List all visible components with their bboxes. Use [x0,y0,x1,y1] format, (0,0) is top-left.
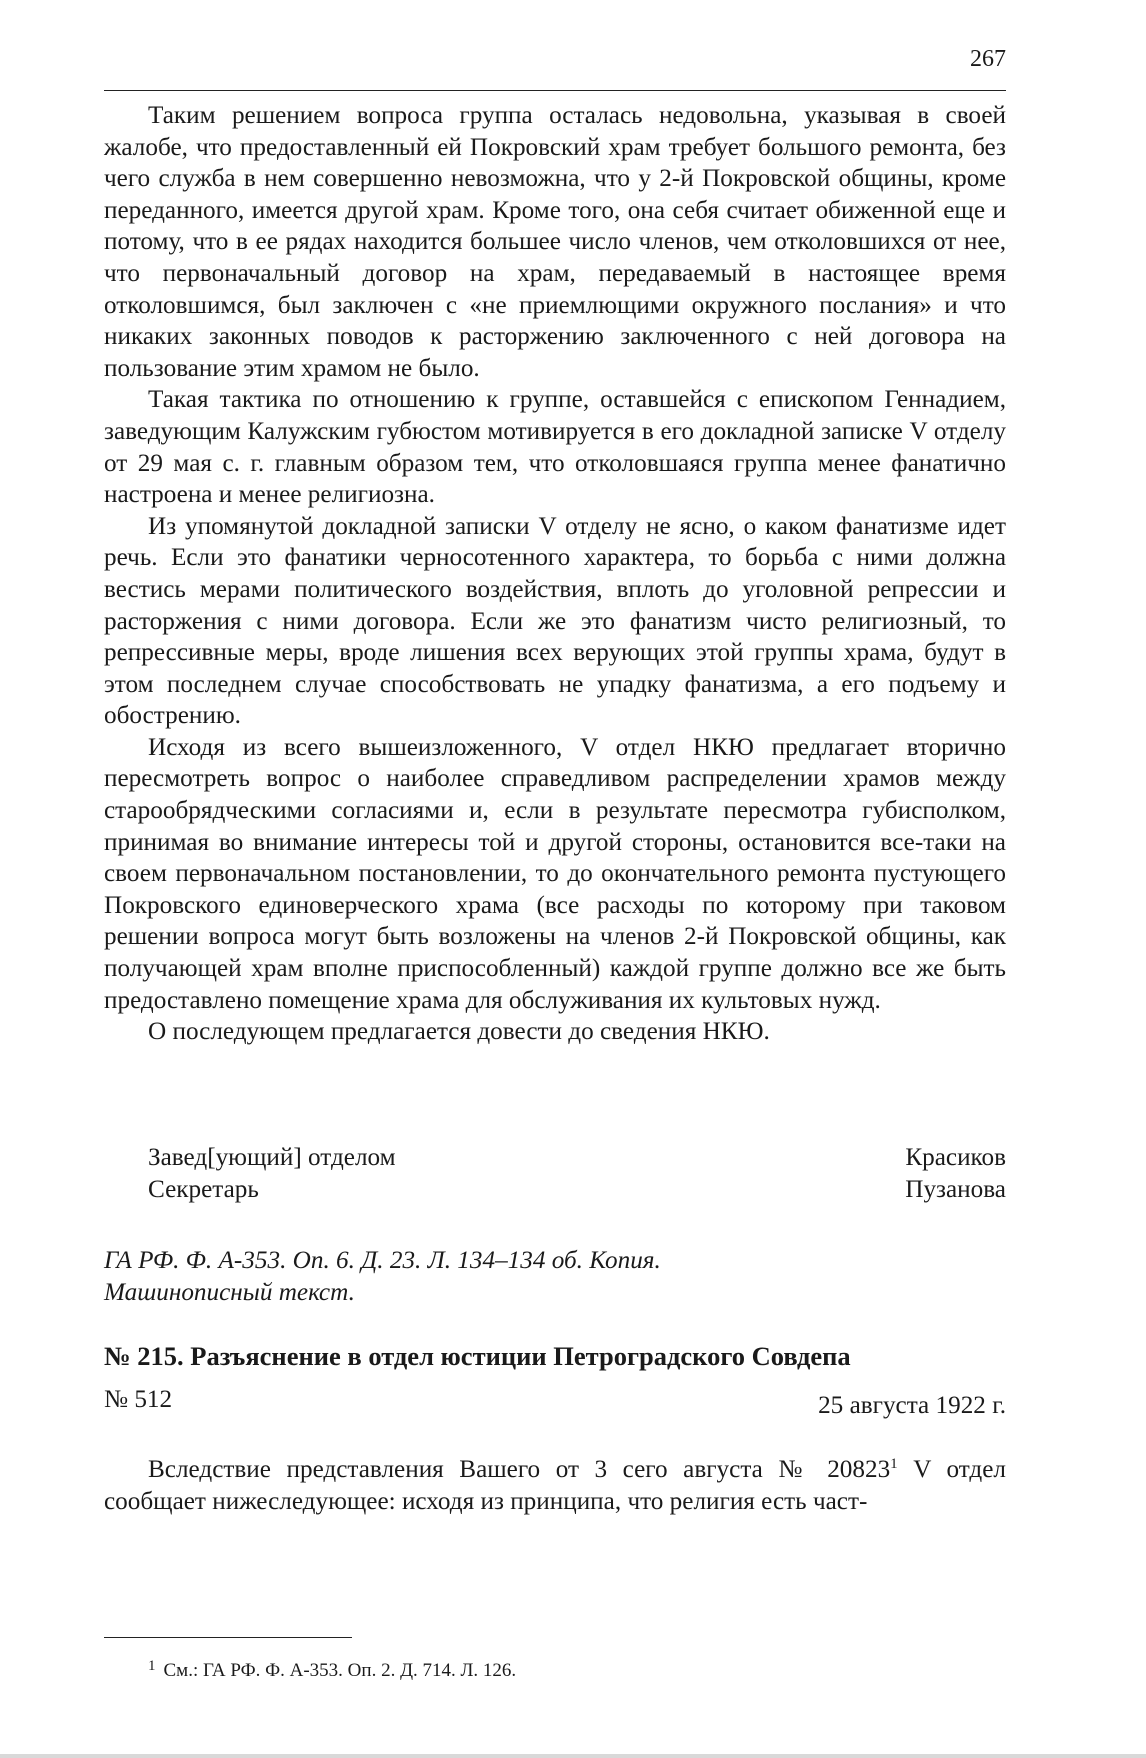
footnote-rule [104,1637,352,1638]
document-text-end: V отдел сообщает нижеследующее: исходя из принципа, что религия есть част- [104,1456,1006,1515]
document-number: № 512 [104,1386,173,1413]
page-number: 267 [970,46,1006,72]
paragraph-1: Таким решением вопроса группа осталась недовольна, указывая в своей жалобе, что предоставленный ей Покровский храм требует большого ремонта, без чего служба в нем совершенно невозможна, что у 2-й Покровской общины, кроме переданного, имеется другой храм. Кроме того, она себя считает обиженной еще и потому, что в ее рядах находится большее число членов, чем отколовшихся от нее, что первоначальный договор на храм, передаваемый в настоящее время отколовшимся, был заключен с «не приемлющими окружного послания» и что никаких законных поводов к расторжению заключенного с ней договора на пользование этим храмом не было. [104,102,1006,382]
signature-row [148,1142,1006,1174]
document-body [104,1454,1006,1517]
signature-name: Красиков [905,1144,1006,1171]
source-line-2: Машинописный текст. [104,1278,355,1306]
document-heading: № 215. Разъяснение в отдел юстиции Петроградского Совдепа [104,1341,851,1371]
signature-row [148,1174,1006,1206]
paragraph-5: О последующем предлагается довести до сведения НКЮ. [148,1018,770,1046]
footnote [148,1654,516,1683]
footnote-mark: 1 [148,1658,156,1674]
paragraph-4: Исходя из всего вышеизложенного, V отдел НКЮ предлагает вторично пересмотреть вопрос о наиболее справедливом распределении храмов между старообрядческими согласиями и, если в результате пересмотра губисполком, принимая во внимание интересы той и другой стороны, остановится все-таки на своем первоначальном постановлении, то до окончательного ремонта пустующего Покровского единоверческого храма (все расходы по которому при таковом решении вопроса могут быть возложены на членов 2-й Покровской общины, как получающей храм вполне приспособленный) каждой группе должно все же быть предоставлено помещение храма для обслуживания их культовых нужд. [104,733,1006,1014]
scan-bottom-edge [0,1754,1146,1758]
document-paragraph [104,1454,1006,1517]
footnote-ref: 1 [890,1456,898,1472]
source-line-1: ГА РФ. Ф. А-353. Оп. 6. Д. 23. Л. 134–134 об. Копия. [104,1247,661,1274]
footnote-text: См.: ГА РФ. Ф. А-353. Оп. 2. Д. 714. Л. 126. [163,1660,517,1681]
paragraph-2: Такая тактика по отношению к группе, оставшейся с епископом Геннадием, заведующим Калужским губюстом мотивируется в его докладной записке V отделу от 29 мая с. г. главным образом тем, что отколовшаяся группа менее фанатично настроена и менее религиозна. [104,386,1006,509]
document-date: 25 августа 1922 г. [818,1392,1006,1419]
signature-position: Секретарь [148,1175,259,1203]
archive-source-note [104,1245,1006,1308]
document-meta [104,1384,1006,1422]
document-text-start: Вследствие представления Вашего от 3 сего августа № 20823 [148,1456,891,1483]
signature-name: Пузанова [905,1175,1006,1203]
main-text [104,100,1006,1048]
header-rule [104,90,1006,91]
signature-position: Завед[ующий] отделом [148,1144,396,1171]
paragraph-3: Из упомянутой докладной записки V отделу не ясно, о каком фанатизме идет речь. Если это фанатики черносотенного характера, то борьба с ними должна вестись мерами политического воздействия, вплоть до уголовной репрессии и расторжения с ними договора. Если же это фанатизм чисто религиозный, то репрессивные меры, вроде лишения всех верующих этой группы храма, будут в этом последнем случае способствовать не упадку фанатизма, а его подъему и обострению. [104,512,1006,730]
signature-block [148,1142,1006,1205]
